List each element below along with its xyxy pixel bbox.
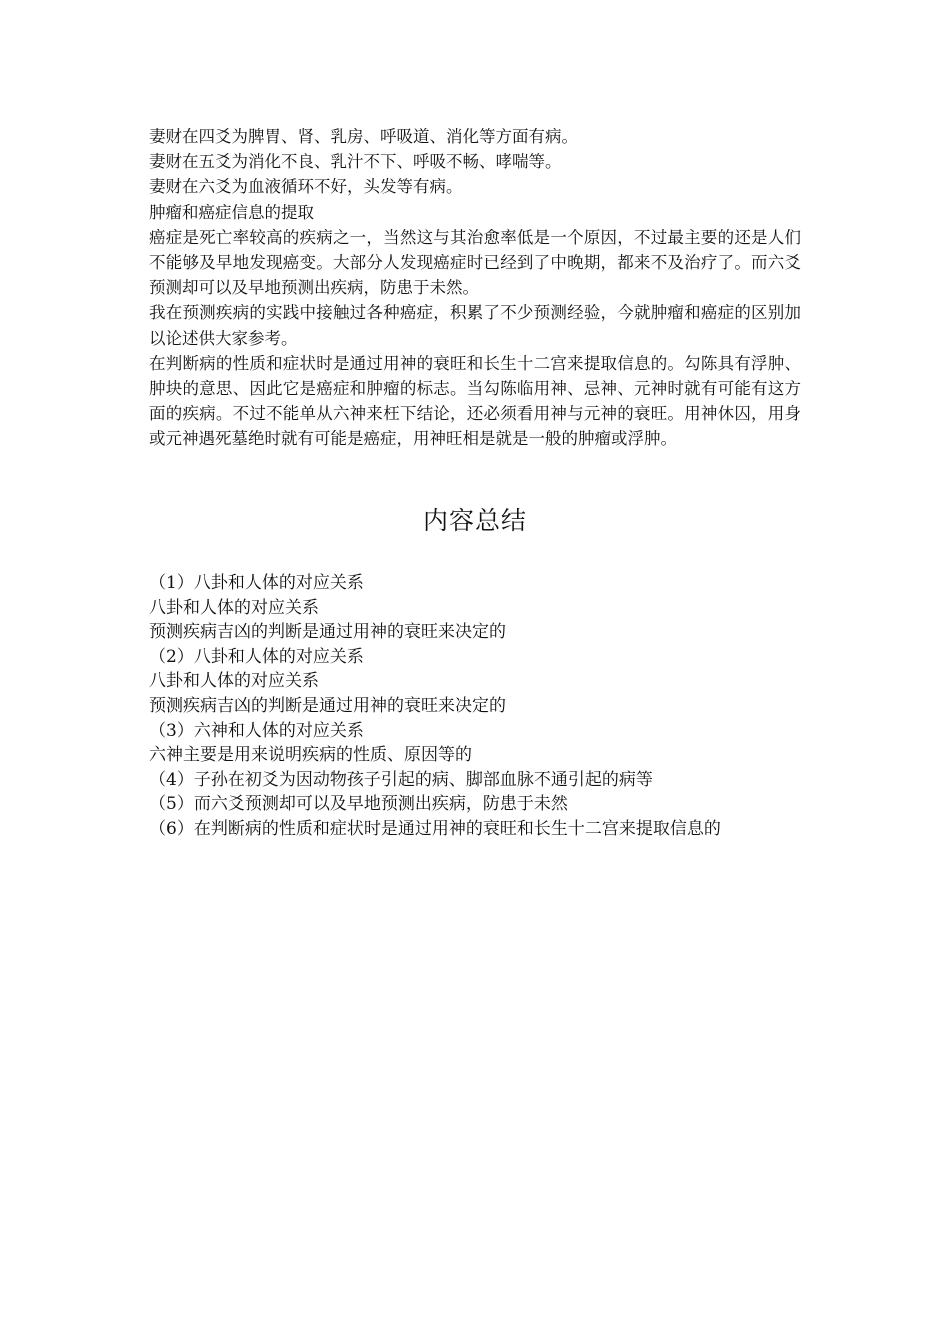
summary-item: （6）在判断病的性质和症状时是通过用神的衰旺和长生十二宫来提取信息的 <box>149 818 721 839</box>
paragraph-cancer-intro: 癌症是死亡率较高的疾病之一，当然这与其治愈率低是一个原因，不过最主要的还是人们不能够及早地发现癌变。大部分人发现癌症时已经到了中晚期，都来不及治疗了。而六爻预测却可以及早地预测出疾病，防患于未然。 <box>149 227 801 298</box>
paragraph-wealth-fifth-line: 妻财在五爻为消化不良、乳汁不下、呼吸不畅、哮喘等。 <box>149 152 562 172</box>
body-text <box>149 124 801 452</box>
summary-item: 预测疾病吉凶的判断是通过用神的衰旺来决定的 <box>149 622 506 643</box>
paragraph-wealth-sixth-line: 妻财在六爻为血液循环不好，头发等有病。 <box>149 177 463 197</box>
summary-item: 预测疾病吉凶的判断是通过用神的衰旺来决定的 <box>149 695 506 716</box>
summary-item: （4）子孙在初爻为因动物孩子引起的病、脚部血脉不通引起的病等 <box>149 769 653 790</box>
summary-item: （2）八卦和人体的对应关系 <box>149 646 364 667</box>
summary-item: （5）而六爻预测却可以及早地预测出疾病，防患于未然 <box>149 794 568 815</box>
summary-list <box>149 571 789 842</box>
summary-item: （3）六神和人体的对应关系 <box>149 720 364 741</box>
summary-item: 八卦和人体的对应关系 <box>149 671 319 692</box>
paragraph-prediction-experience: 我在预测疾病的实践中接触过各种癌症，积累了不少预测经验，今就肿瘤和癌症的区别加以论述供大家参考。 <box>149 303 801 348</box>
summary-item: （1）八卦和人体的对应关系 <box>149 573 364 593</box>
paragraph-wealth-fourth-line: 妻财在四爻为脾胃、肾、乳房、呼吸道、消化等方面有病。 <box>149 127 578 146</box>
summary-item: 八卦和人体的对应关系 <box>149 597 319 618</box>
summary-title: 内容总结 <box>422 506 527 535</box>
paragraph-judgement-method: 在判断病的性质和症状时是通过用神的衰旺和长生十二宫来提取信息的。勾陈具有浮肿、肿块的意思、因此它是癌症和肿瘤的标志。当勾陈临用神、忌神、元神时就有可能有这方面的疾病。不过不能单从六神来枉下结论，还必须看用神与元神的衰旺。用神休囚，用身或元神遇死墓绝时就有可能是癌症，用神旺相是就是一般的肿瘤或浮肿。 <box>149 353 801 449</box>
section-heading-tumor-cancer: 肿瘤和癌症信息的提取 <box>149 202 314 222</box>
summary-item: 六神主要是用来说明疾病的性质、原因等的 <box>149 745 472 766</box>
